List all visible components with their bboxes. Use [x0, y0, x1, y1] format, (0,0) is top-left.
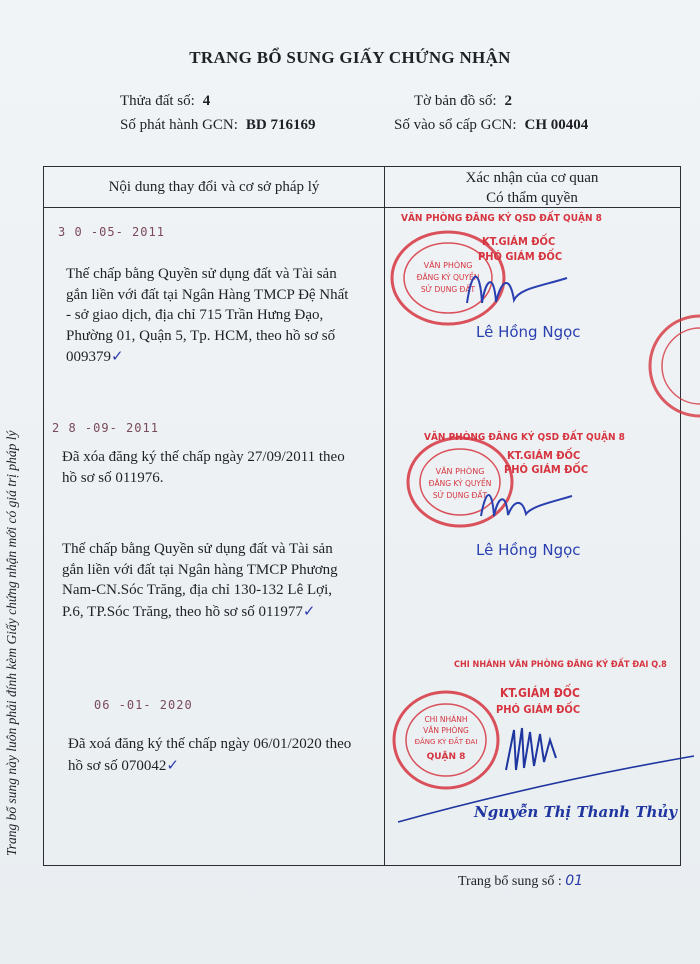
entry-3-date: 06 -01- 2020	[94, 698, 193, 712]
entry-2b-line: gắn liền với đất tại Ngân hàng TMCP Phương	[62, 561, 338, 578]
entry-2-line: hồ sơ số 011976.	[62, 469, 164, 486]
seal-3-line1: CHI NHÁNH	[424, 715, 468, 724]
role-1b: PHÓ GIÁM ĐỐC	[478, 250, 563, 263]
partial-seal-icon	[646, 310, 700, 422]
entry-3-line: hồ sơ số 070042✓	[68, 755, 179, 774]
check-mark: ✓	[111, 347, 124, 365]
check-mark: ✓	[302, 601, 316, 620]
footer	[458, 873, 583, 890]
entry-2b-line: P.6, TP.Sóc Trăng, theo hồ sơ số 011977✓	[62, 601, 316, 620]
page-title: TRANG BỔ SUNG GIẤY CHỨNG NHẬN	[189, 48, 511, 67]
seal-2-line2: ĐĂNG KÝ QUYỀN	[428, 479, 492, 488]
signature-icon	[396, 710, 696, 830]
seal-3-line4: QUẬN 8	[426, 752, 466, 762]
entry-1-line: - sở giao dịch, địa chỉ 715 Trần Hưng Đạo,	[66, 307, 324, 323]
seal-3-line2: VĂN PHÒNG	[423, 726, 469, 735]
side-note: Trang bổ sung này luôn phải đính kèm Giấy chứng nhận mới có giá trị pháp lý	[4, 430, 19, 856]
signer-1: Lê Hồng Ngọc	[476, 323, 581, 341]
entry-1-line: 009379✓	[66, 347, 124, 365]
seal-2-line3: SỬ DỤNG ĐẤT	[432, 491, 488, 500]
col2-header-line1: Xác nhận của cơ quan	[465, 170, 599, 186]
thua-dat-label: Thửa đất số:	[120, 93, 195, 109]
thua-dat-value: 4	[202, 93, 211, 109]
col2-header	[384, 168, 680, 208]
to-ban-do-value: 2	[504, 93, 513, 109]
entry-2b-line: Nam-CN.Sóc Trăng, địa chỉ 130-132 Lê Lợi,	[62, 582, 332, 598]
role-2a: KT.GIÁM ĐỐC	[507, 449, 581, 462]
thua-dat-field	[120, 93, 210, 110]
seal-1-line1: VĂN PHÒNG	[423, 261, 473, 270]
so-phat-hanh-field	[120, 117, 316, 134]
col2-header-line2: Có thẩm quyền	[486, 190, 578, 206]
role-3b: PHÓ GIÁM ĐỐC	[496, 703, 581, 716]
so-phat-hanh-value: BD 716169	[245, 117, 316, 133]
seal-1-line3: SỬ DỤNG ĐẤT	[420, 285, 476, 294]
entry-1-text	[66, 264, 348, 368]
entry-2-text	[62, 447, 345, 488]
role-3a: KT.GIÁM ĐỐC	[500, 686, 580, 700]
entry-1-date: 3 0 -05- 2011	[58, 225, 165, 239]
seal-1-line2: ĐĂNG KÝ QUYỀN	[416, 273, 480, 282]
entry-2b-text	[62, 539, 338, 622]
check-mark: ✓	[166, 755, 179, 774]
footer-label: Trang bổ sung số :	[458, 874, 562, 889]
office-name-3: CHI NHÁNH VĂN PHÒNG ĐĂNG KÝ ĐẤT ĐAI Q.8	[454, 660, 667, 670]
entry-3-text	[68, 734, 351, 776]
entry-2-date: 2 8 -09- 2011	[52, 421, 159, 435]
signer-2: Lê Hồng Ngọc	[476, 541, 581, 559]
so-vao-so-label: Số vào sổ cấp GCN:	[394, 117, 517, 133]
entry-1-line: Thế chấp bằng Quyền sử dụng đất và Tài sản	[66, 266, 337, 282]
signer-3: Nguyễn Thị Thanh Thủy	[474, 803, 677, 821]
so-phat-hanh-label: Số phát hành GCN:	[120, 117, 238, 133]
col1-header: Nội dung thay đổi và cơ sở pháp lý	[108, 179, 320, 195]
so-vao-so-value: CH 00404	[524, 117, 589, 133]
seal-3-line3: ĐĂNG KÝ ĐẤT ĐAI	[414, 738, 478, 746]
seal-2-line1: VĂN PHÒNG	[435, 467, 485, 476]
signature-icon	[462, 258, 572, 318]
signature-icon	[476, 478, 576, 528]
footer-value: 01	[565, 873, 584, 889]
entry-1-line: gắn liền với đất tại Ngân Hàng TMCP Đệ Nhất	[66, 286, 349, 303]
role-1a: KT.GIÁM ĐỐC	[482, 235, 556, 248]
office-name-1: VĂN PHÒNG ĐĂNG KÝ QSD ĐẤT QUẬN 8	[401, 213, 602, 224]
entry-2b-line: Thế chấp bằng Quyền sử dụng đất và Tài sản	[62, 541, 333, 557]
role-2b: PHÓ GIÁM ĐỐC	[504, 463, 589, 476]
entry-1-line: Phường 01, Quận 5, Tp. HCM, theo hồ sơ số	[66, 327, 336, 344]
entry-3-line: Đã xoá đăng ký thế chấp ngày 06/01/2020 theo	[68, 736, 352, 752]
column-divider	[384, 167, 385, 865]
to-ban-do-field	[414, 93, 512, 110]
so-vao-so-field	[394, 117, 588, 134]
office-name-2: VĂN PHÒNG ĐĂNG KÝ QSD ĐẤT QUẬN 8	[424, 432, 625, 443]
to-ban-do-label: Tờ bản đồ số:	[414, 93, 497, 109]
entry-2-line: Đã xóa đăng ký thế chấp ngày 27/09/2011 theo	[62, 449, 345, 465]
